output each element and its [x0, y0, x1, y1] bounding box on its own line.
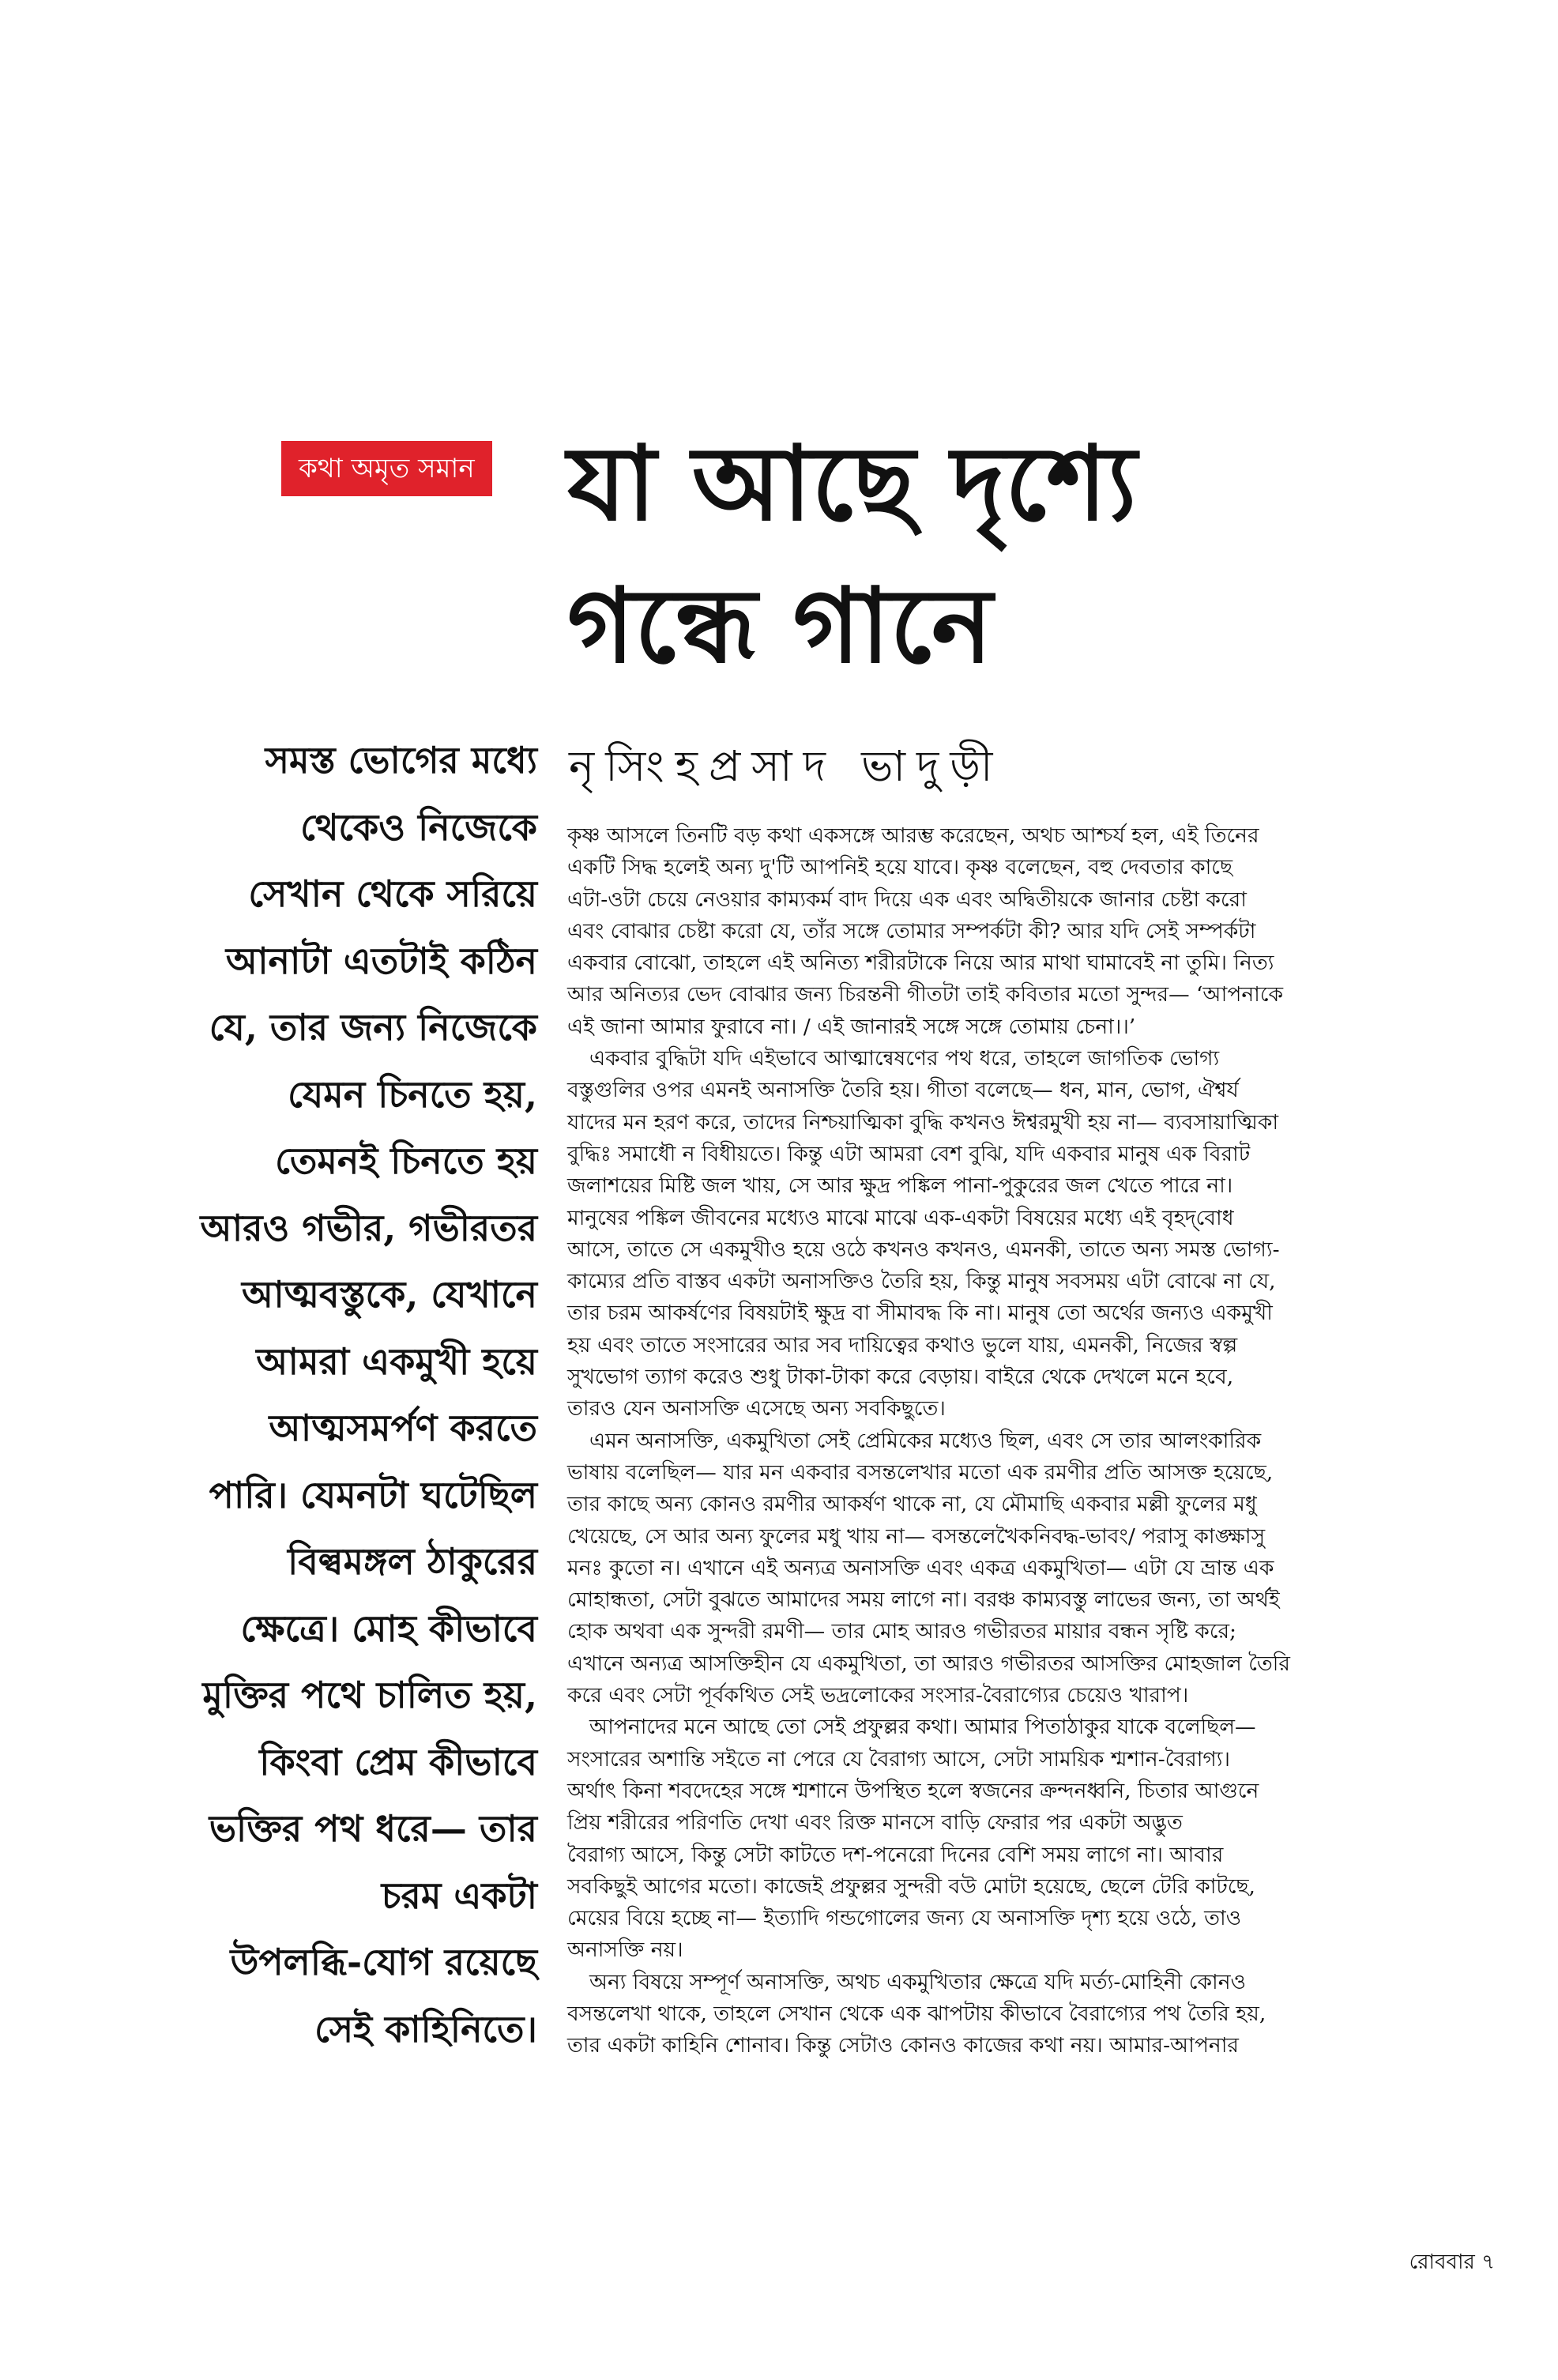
body-line: আপনাদের মনে আছে তো সেই প্রফুল্লর কথা। আমার পিতাঠাকুর যাকে বলেছিল— — [589, 1715, 1256, 1740]
body-line: মনঃ কুতো ন। এখানে এই অন্যত্র অনাসক্তি এবং একত্র একমুখিতা— এটা যে ভ্রান্ত এক — [567, 1555, 1274, 1580]
pull-quote-line: যে, তার জন্য নিজেকে — [209, 1006, 537, 1049]
body-paragraph — [567, 1967, 1500, 2062]
pull-quote-line: তেমনই চিনতে হয় — [275, 1139, 537, 1182]
pull-quote-line: মুক্তির পথে চালিত হয়, — [202, 1674, 537, 1716]
body-line: কাম্যের প্রতি বাস্তব একটা অনাসক্তিও তৈরি হয়, কিন্তু মানুষ সবসময় এটা বোঝে না যে, — [567, 1269, 1276, 1294]
body-paragraph — [567, 1043, 1500, 1425]
body-line: প্রিয় শরীরের পরিণতি দেখা এবং রিক্ত মানসে বাড়ি ফেরার পর একটা অদ্ভুত — [567, 1810, 1183, 1836]
body-line: খেয়েছে, সে আর অন্য ফুলের মধু খায় না— বসন্তলেখৈকনিবদ্ধ-ভাবং/ পরাসু কাঙ্ক্ষাসু — [567, 1523, 1266, 1549]
body-line: মেয়ের বিয়ে হচ্ছে না— ইত্যাদি গন্ডগোলের জন্য যে অনাসক্তি দৃশ্য হয়ে ওঠে, তাও — [567, 1906, 1242, 1931]
body-line: বুদ্ধিঃ সমাধৌ ন বিধীয়তে। কিন্তু এটা আমরা বেশ বুঝি, যদি একবার মানুষ এক বিরাট — [567, 1141, 1251, 1166]
pull-quote-line: সেই কাহিনিতে। — [314, 2007, 537, 2050]
pull-quote-line: আরও গভীর, গভীরতর — [200, 1206, 537, 1249]
pull-quote-line: আত্মসমর্পণ করতে — [269, 1407, 537, 1449]
pull-quote-line: বিল্বমঙ্গল ঠাকুরের — [288, 1540, 537, 1583]
body-paragraph — [567, 1425, 1500, 1712]
body-line: জলাশয়ের মিষ্টি জল খায়, সে আর ক্ষুদ্র পঙ্কিল পানা-পুকুরের জল খেতে পারে না। — [567, 1173, 1233, 1199]
pull-quote-line: ক্ষেত্রে। মোহ কীভাবে — [240, 1606, 537, 1650]
body-line: একবার বুদ্ধিটা যদি এইভাবে আত্মান্বেষণের পথ ধরে, তাহলে জাগতিক ভোগ্য — [589, 1046, 1220, 1071]
author-byline: নৃসিংহপ্রসাদ ভাদুড়ী — [569, 741, 1004, 791]
article-body — [567, 820, 1500, 2062]
body-line: করে এবং সেটা পূর্বকথিত সেই ভদ্রলোকের সংসার-বৈরাগ্যের চেয়েও খারাপ। — [567, 1683, 1189, 1708]
body-line: মোহান্ধতা, সেটা বুঝতে আমাদের সময় লাগে না। বরঞ্চ কাম্যবস্তু লাভের জন্য, তা অর্থই — [567, 1587, 1280, 1613]
pull-quote-line: উপলব্ধি-যোগ রয়েছে — [230, 1941, 537, 1983]
pull-quote-line: যেমন চিনতে হয়, — [288, 1072, 537, 1116]
pull-quote-line: চরম একটা — [381, 1873, 537, 1917]
body-line: অর্থাৎ কিনা শবদেহের সঙ্গে শ্মশানে উপস্থিত হলে স্বজনের ক্রন্দনধ্বনি, চিতার আগুনে — [567, 1778, 1259, 1803]
body-line: তারও যেন অনাসক্তি এসেছে অন্য সবকিছুতে। — [567, 1396, 946, 1422]
body-line: বসন্তলেখা থাকে, তাহলে সেখান থেকে এক ঝাপটায় কীভাবে বৈরাগ্যের পথ তৈরি হয়, — [567, 2001, 1266, 2026]
pull-quote-line: আমরা একমুখী হয়ে — [256, 1339, 537, 1383]
body-line: তার একটা কাহিনি শোনাব। কিন্তু সেটাও কোনও কাজের কথা নয়। আমার-আপনার — [567, 2033, 1240, 2058]
pull-quote-line: পারি। যেমনটা ঘটেছিল — [209, 1473, 537, 1516]
pull-quote-line: ভক্তির পথ ধরে— তার — [209, 1807, 537, 1850]
title-line: গন্ধে গানে — [567, 565, 993, 686]
body-paragraph — [567, 820, 1500, 1043]
body-line: যাদের মন হরণ করে, তাদের নিশ্চয়াত্মিকা বুদ্ধি কখনও ঈশ্বরমুখী হয় না— ব্যবসায়াত্মিকা — [567, 1109, 1279, 1135]
body-line: সংসারের অশান্তি সইতে না পেরে যে বৈরাগ্য আসে, সেটা সাময়িক শ্মশান-বৈরাগ্য। — [567, 1746, 1230, 1772]
section-tag: কথা অমৃত সমান — [281, 441, 492, 496]
body-line: তার চরম আকর্ষণের বিষয়টাই ক্ষুদ্র বা সীমাবদ্ধ কি না। মানুষ তো অর্থের জন্যও একমুখী — [567, 1301, 1273, 1326]
body-line: একবার বোঝো, তাহলে এই অনিত্য শরীরটাকে নিয়ে আর মাথা ঘামাবেই না তুমি। নিত্য — [567, 951, 1274, 976]
pull-quote-line: সমস্ত ভোগের মধ্যে — [265, 739, 537, 781]
body-line: মানুষের পঙ্কিল জীবনের মধ্যেও মাঝে মাঝে এক-একটা বিষয়ের মধ্যে এই বৃহদ্‌বোধ — [567, 1205, 1234, 1230]
title-line: যা আছে দৃশ্যে — [567, 423, 1137, 544]
body-line: হোক অথবা এক সুন্দরী রমণী— তার মোহ আরও গভীরতর মায়ার বন্ধন সৃষ্টি করে; — [567, 1619, 1236, 1644]
body-line: বৈরাগ্য আসে, কিন্তু সেটা কাটতে দশ-পনেরো দিনের বেশি সময় লাগে না। আবার — [567, 1842, 1224, 1867]
pull-quote-line: আনাটা এতটাই কঠিন — [225, 939, 537, 982]
pull-quote-line: সেখান থেকে সরিয়ে — [248, 872, 537, 915]
body-line: ভাষায় বলেছিল— যার মন একবার বসন্তলেখার মতো এক রমণীর প্রতি আসক্ত হয়েছে, — [567, 1459, 1274, 1485]
body-line: এমন অনাসক্তি, একমুখিতা সেই প্রেমিকের মধ্যেও ছিল, এবং সে তার আলংকারিক — [589, 1428, 1262, 1453]
body-line: এটা-ওটা চেয়ে নেওয়ার কাম্যকর্ম বাদ দিয়ে এক এবং অদ্বিতীয়কে জানার চেষ্টা করো — [567, 887, 1247, 912]
pull-quote-line: থেকেও নিজেকে — [300, 805, 537, 849]
body-line: আর অনিত্যর ভেদ বোঝার জন্য চিরন্তনী গীতটা তাই কবিতার মতো সুন্দর— ‘আপনাকে — [567, 982, 1284, 1007]
body-line: সুখভোগ ত্যাগ করেও শুধু টাকা-টাকা করে বেড়ায়। বাইরে থেকে দেখলে মনে হবে, — [567, 1365, 1234, 1390]
body-line: অন্য বিষয়ে সম্পূর্ণ অনাসক্তি, অথচ একমুখিতার ক্ষেত্রে যদি মর্ত্য-মোহিনী কোনও — [589, 1969, 1247, 1994]
body-line: সবকিছুই আগের মতো। কাজেই প্রফুল্লর সুন্দরী বউ মোটা হয়েছে, ছেলে টেরি কাটছে, — [567, 1873, 1255, 1899]
body-line: এই জানা আমার ফুরাবে না। / এই জানারই সঙ্গে সঙ্গে তোমায় চেনা।।’ — [567, 1014, 1136, 1039]
body-line: কৃষ্ণ আসলে তিনটি বড় কথা একসঙ্গে আরম্ভ করেছেন, অথচ আশ্চর্য হল, এই তিনের — [567, 823, 1259, 848]
article-title — [567, 412, 1500, 697]
pull-quote — [142, 727, 537, 2062]
body-line: একটি সিদ্ধ হলেই অন্য দু'টি আপনিই হয়ে যাবে। কৃষ্ণ বলেছেন, বহু দেবতার কাছে — [567, 855, 1233, 880]
pull-quote-line: আত্মবস্তুকে, যেখানে — [241, 1273, 537, 1316]
page-folio: রোববার ৭ — [1409, 2250, 1495, 2274]
body-line: তার কাছে অন্য কোনও রমণীর আকর্ষণ থাকে না, যে মৌমাছি একবার মল্লী ফুলের মধু — [567, 1492, 1257, 1517]
body-line: এবং বোঝার চেষ্টা করো যে, তাঁর সঙ্গে তোমার সম্পর্কটা কী? আর যদি সেই সম্পর্কটা — [567, 918, 1256, 943]
body-paragraph — [567, 1712, 1500, 1966]
body-line: বস্তুগুলির ওপর এমনই অনাসক্তি তৈরি হয়। গীতা বলেছে— ধন, মান, ভোগ, ঐশ্বর্য — [567, 1078, 1239, 1103]
body-line: হয় এবং তাতে সংসারের আর সব দায়িত্বের কথাও ভুলে যায়, এমনকী, নিজের স্বল্প — [567, 1332, 1238, 1358]
body-line: এখানে অন্যত্র আসক্তিহীন যে একমুখিতা, তা আরও গভীরতর আসক্তির মোহজাল তৈরি — [567, 1651, 1290, 1676]
body-line: আসে, তাতে সে একমুখীও হয়ে ওঠে কখনও কখনও, এমনকী, তাতে অন্য সমস্ত ভোগ্য- — [567, 1237, 1280, 1262]
body-line: অনাসক্তি নয়। — [567, 1938, 683, 1963]
pull-quote-line: কিংবা প্রেম কীভাবে — [259, 1740, 537, 1783]
